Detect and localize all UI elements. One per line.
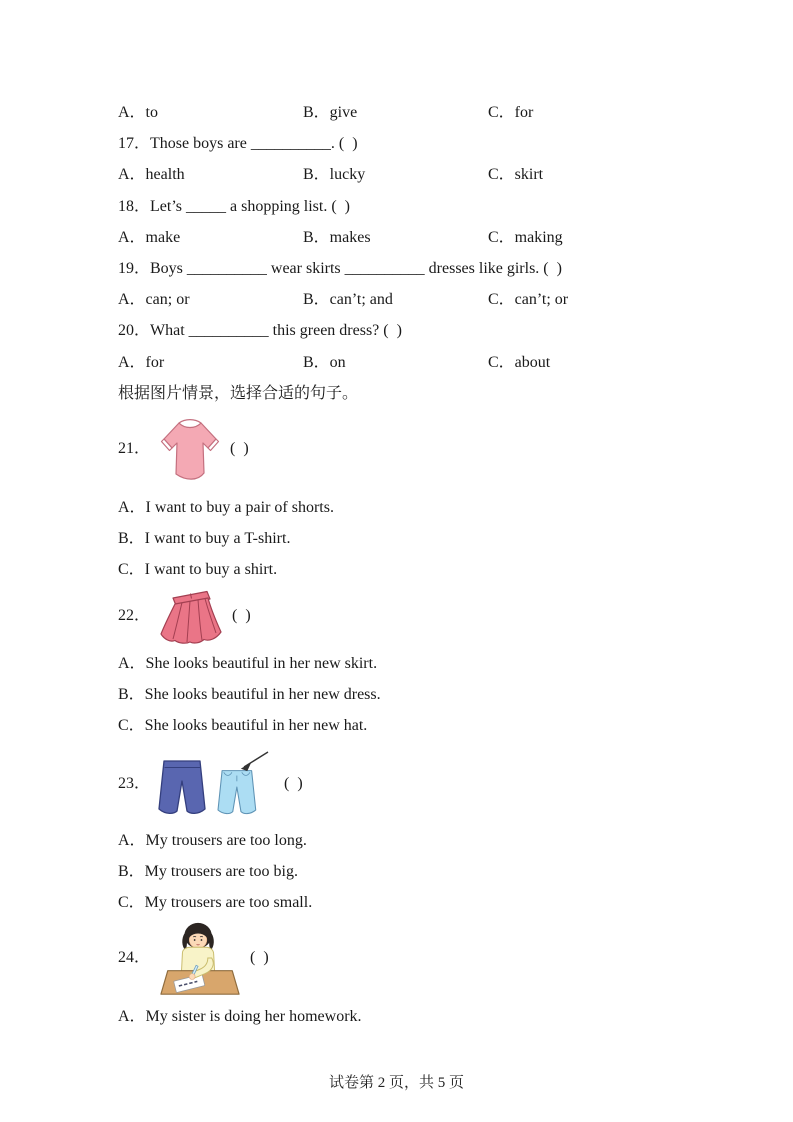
text: B．I want to buy a T-shirt. xyxy=(118,530,291,547)
answer-option xyxy=(118,863,298,881)
page-footer: 试卷第 2 页，共 5 页 xyxy=(328,1075,464,1091)
skirt-image xyxy=(158,588,224,645)
text: 17．Those boys are __________. ( ) xyxy=(118,135,358,152)
choice-option: B．give xyxy=(303,104,358,121)
choice-option: A．to xyxy=(118,104,159,121)
girl-homework-image xyxy=(158,920,242,997)
choice-option: C．skirt xyxy=(488,166,544,183)
choice-option: B．makes xyxy=(303,229,371,246)
choice-row xyxy=(118,229,738,249)
answer-option xyxy=(118,717,367,735)
trousers-image xyxy=(158,751,276,817)
choice-row xyxy=(118,104,738,124)
picture-question-row xyxy=(118,585,251,647)
question-number: 24． xyxy=(118,949,151,967)
question-text xyxy=(118,135,358,153)
answer-option xyxy=(118,832,307,850)
text: C．I want to buy a shirt. xyxy=(118,561,278,578)
text: 20．What __________ this green dress? ( ) xyxy=(118,322,402,339)
question-number: 22． xyxy=(118,606,151,624)
text: C．She looks beautiful in her new hat. xyxy=(118,717,368,734)
choice-option: B．can’t; and xyxy=(303,291,393,308)
answer-parentheses: ( ) xyxy=(230,440,249,458)
picture-question-row xyxy=(118,750,303,818)
choice-option: B．lucky xyxy=(303,166,366,183)
choice-row xyxy=(118,291,738,311)
answer-option xyxy=(118,894,312,912)
question-number: 21． xyxy=(118,440,151,458)
question-text xyxy=(118,260,562,278)
choice-option: A．health xyxy=(118,166,185,183)
answer-option xyxy=(118,686,381,704)
picture-question-row xyxy=(118,920,269,997)
answer-option xyxy=(118,499,334,517)
text: C．My trousers are too small. xyxy=(118,894,313,911)
text: B．My trousers are too big. xyxy=(118,863,298,880)
text: A．She looks beautiful in her new skirt. xyxy=(118,655,378,672)
choice-option: C．can’t; or xyxy=(488,291,569,308)
text: A．My sister is doing her homework. xyxy=(118,1008,362,1025)
answer-parentheses: ( ) xyxy=(232,606,251,624)
text: A．My trousers are too long. xyxy=(118,832,307,849)
choice-option: B．on xyxy=(303,354,346,371)
answer-option xyxy=(118,1008,362,1026)
text: A．I want to buy a pair of shorts. xyxy=(118,499,334,516)
answer-option xyxy=(118,655,377,673)
instruction-text: 根据图片情景，选择合适的句子。 xyxy=(118,385,359,402)
choice-option: C．making xyxy=(488,229,563,246)
choice-row xyxy=(118,166,738,186)
choice-option: A．can; or xyxy=(118,291,190,308)
tshirt-image xyxy=(158,416,222,483)
question-number: 23． xyxy=(118,774,151,792)
answer-parentheses: ( ) xyxy=(250,949,269,967)
text: 18．Let’s _____ a shopping list. ( ) xyxy=(118,198,350,215)
choice-row xyxy=(118,354,738,374)
choice-option: C．for xyxy=(488,104,534,121)
section-instruction xyxy=(118,385,358,403)
picture-question-row xyxy=(118,416,249,483)
choice-option: A．make xyxy=(118,229,181,246)
choice-option: A．for xyxy=(118,354,165,371)
question-text xyxy=(118,322,402,340)
question-text xyxy=(118,198,350,216)
answer-parentheses: ( ) xyxy=(284,774,303,792)
choice-option: C．about xyxy=(488,354,551,371)
answer-option xyxy=(118,561,277,579)
answer-option xyxy=(118,530,290,548)
text: 19．Boys __________ wear skirts __________ dresses like girls. ( ) xyxy=(118,260,562,277)
text: B．She looks beautiful in her new dress. xyxy=(118,686,381,703)
